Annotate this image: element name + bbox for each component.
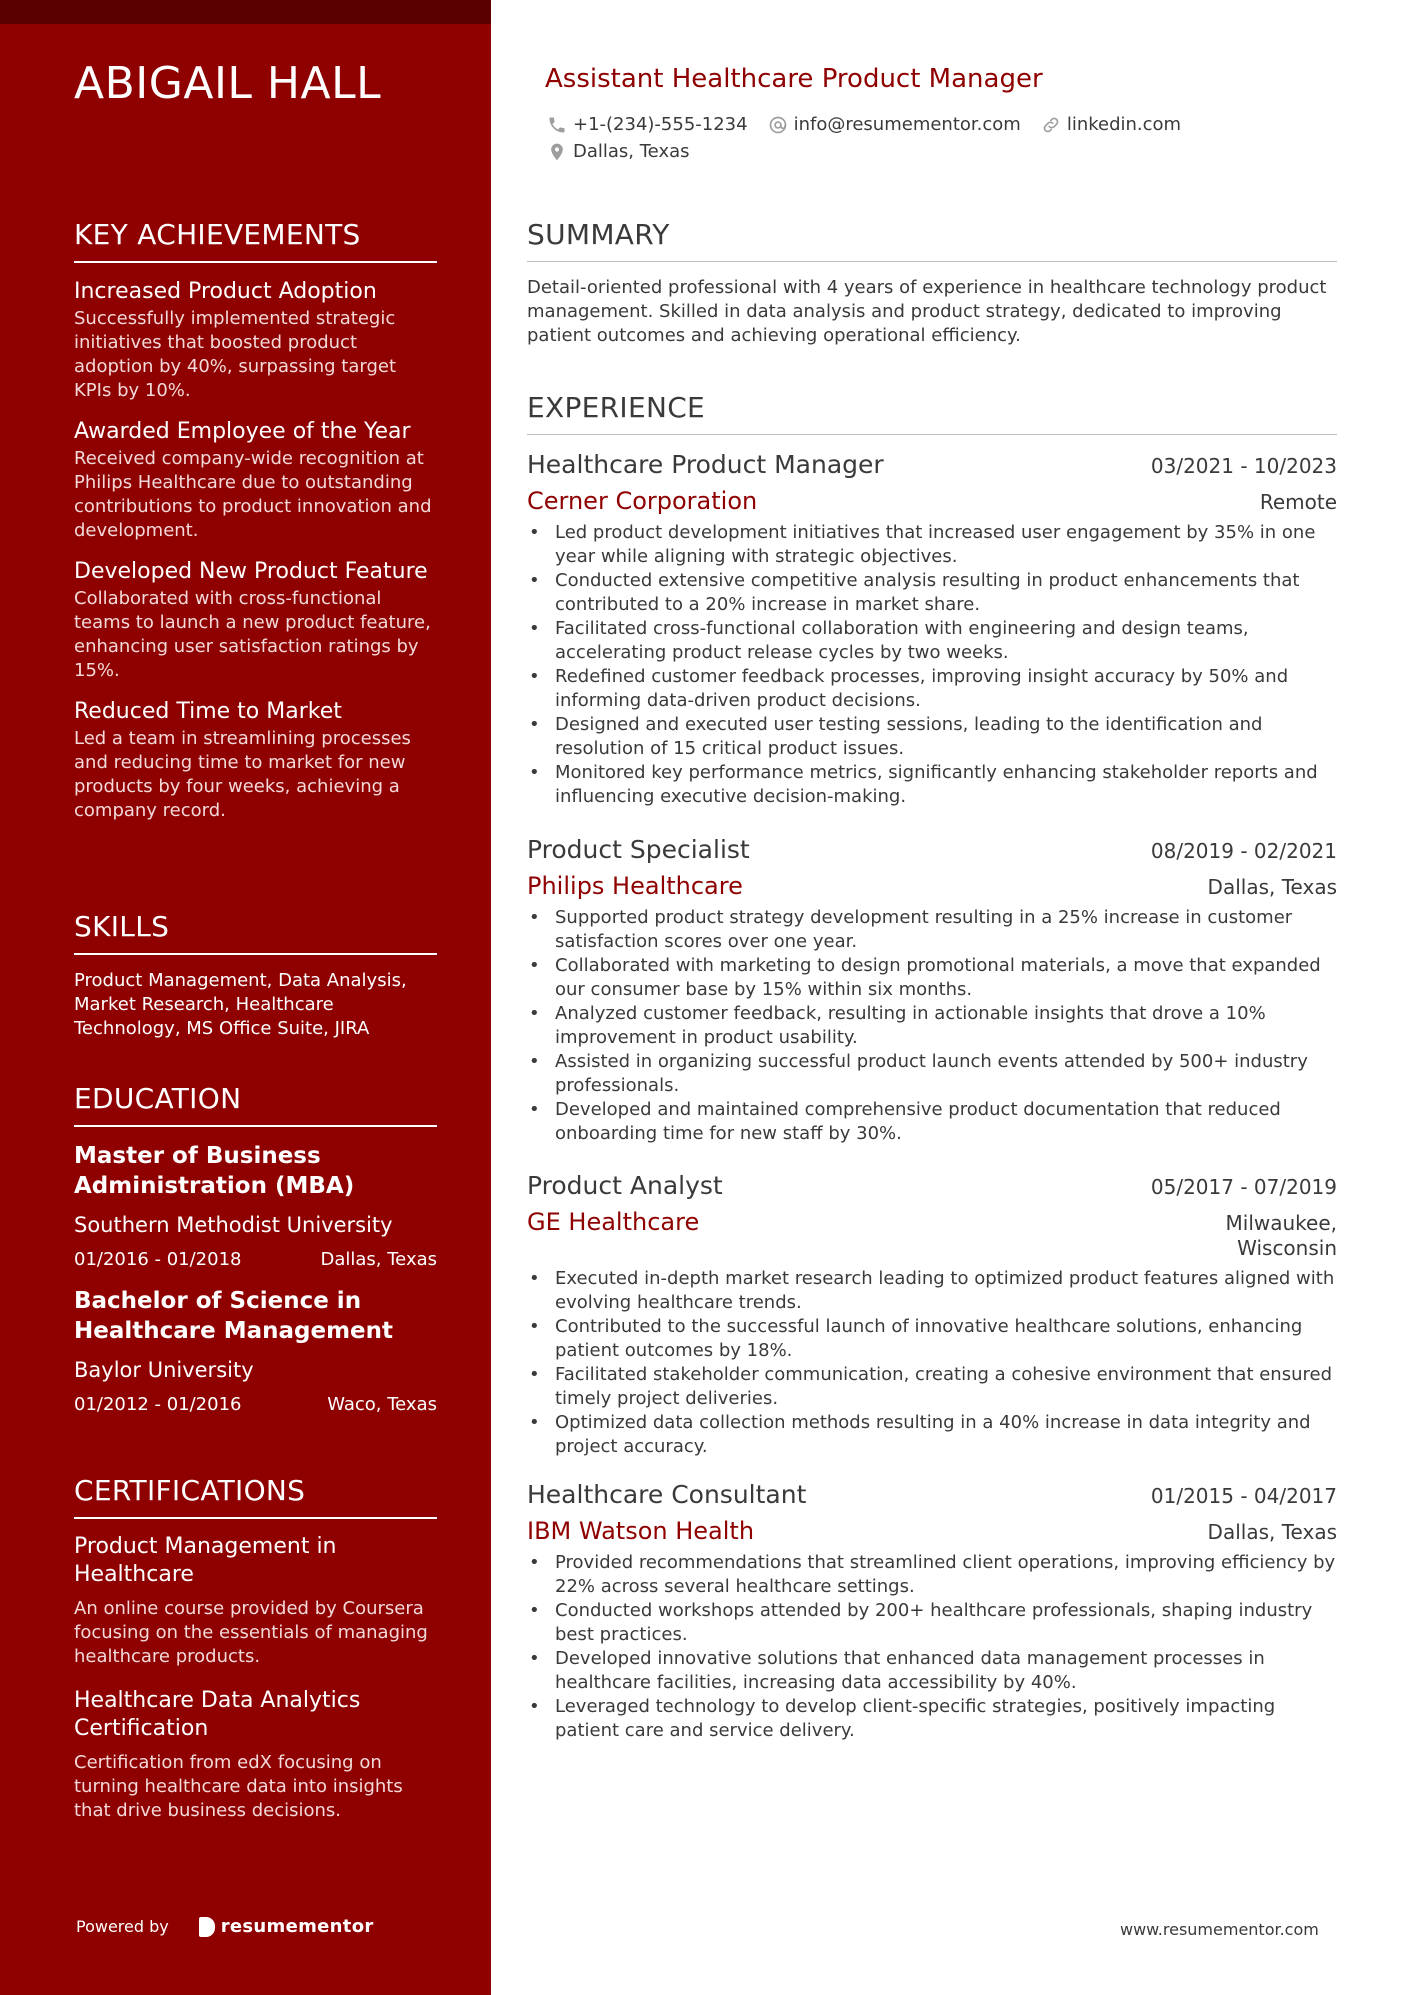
list-item: • Provided recommendations that streamlined client operations, improving efficiency by 22% across several healthcare settings. — [527, 1551, 1337, 1599]
list-item: • Monitored key performance metrics, significantly enhancing stakeholder reports and influencing executive decision-making. — [527, 761, 1337, 809]
education-item — [74, 1286, 437, 1415]
achievements-heading: KEY ACHIEVEMENTS — [74, 218, 437, 263]
job-role: Product Specialist — [527, 835, 750, 864]
achievement-item — [74, 697, 437, 823]
list-item: • Redefined customer feedback processes, improving insight accuracy by 50% and informing data-driven product decisions. — [527, 665, 1337, 713]
education-heading: EDUCATION — [74, 1082, 437, 1127]
list-item: • Conducted workshops attended by 200+ healthcare professionals, shaping industry best practices. — [527, 1599, 1337, 1647]
linkedin-text: linkedin.com — [1066, 114, 1182, 135]
list-item: • Assisted in organizing successful product launch events attended by 500+ industry professionals. — [527, 1050, 1337, 1098]
job-subheader — [527, 1200, 1337, 1261]
list-item: • Optimized data collection methods resulting in a 40% increase in data integrity and project accuracy. — [527, 1411, 1337, 1459]
location-pin-icon — [547, 142, 567, 162]
job-company: GE Healthcare — [527, 1208, 700, 1236]
phone-icon — [547, 115, 567, 135]
education-item — [74, 1141, 437, 1270]
powered-by-label: Powered by — [76, 1917, 169, 1936]
footer-url[interactable]: www.resumementor.com — [1120, 1920, 1319, 1939]
summary-section — [527, 218, 1337, 348]
job-subheader — [527, 864, 1337, 900]
job-bullets — [527, 1267, 1337, 1459]
job-entry — [527, 450, 1337, 809]
certification-item — [74, 1687, 437, 1823]
achievement-item — [74, 557, 437, 683]
contact-email[interactable] — [768, 114, 1021, 135]
list-item: • Contributed to the successful launch of innovative healthcare solutions, enhancing patient outcomes by 18%. — [527, 1315, 1337, 1363]
job-location: Dallas, Texas — [1207, 875, 1337, 899]
job-dates: 01/2015 - 04/2017 — [1150, 1484, 1337, 1508]
achievement-desc: Collaborated with cross-functional teams to launch a new product feature, enhancing user satisfaction ratings by 15%. — [74, 588, 431, 681]
job-location: Dallas, Texas — [1207, 1520, 1337, 1544]
list-item: • Led product development initiatives that increased user engagement by 35% in one year while aligning with strategic objectives. — [527, 521, 1337, 569]
list-item: • Conducted extensive competitive analysis resulting in product enhancements that contributed to a 20% increase in market share. — [527, 569, 1337, 617]
experience-section — [527, 391, 1337, 449]
target-job-title: Assistant Healthcare Product Manager — [545, 64, 1043, 94]
powered-by — [76, 1916, 374, 1937]
certification-item — [74, 1533, 437, 1669]
summary-heading: SUMMARY — [527, 218, 1337, 262]
job-company: IBM Watson Health — [527, 1517, 755, 1545]
at-icon — [768, 115, 788, 135]
achievement-desc: Successfully implemented strategic initiatives that boosted product adoption by 40%, surpassing target KPIs by 10%. — [74, 308, 397, 401]
sidebar-top-bar — [0, 0, 491, 24]
list-item: • Designed and executed user testing sessions, leading to the identification and resolution of 15 critical product issues. — [527, 713, 1337, 761]
education-dates: 01/2012 - 01/2016 — [74, 1394, 242, 1415]
list-item: • Supported product strategy development resulting in a 25% increase in customer satisfaction scores over one year. — [527, 906, 1337, 954]
experience-heading: EXPERIENCE — [527, 391, 1337, 435]
job-header — [527, 835, 1337, 864]
job-header — [527, 1480, 1337, 1509]
certifications-section — [74, 1474, 437, 1841]
certification-title: Healthcare Data Analytics Certification — [74, 1688, 361, 1741]
summary-text: Detail-oriented professional with 4 years of experience in healthcare technology product management. Skilled in data analysis and product strategy, dedicated to improving patient outcomes and achieving operational efficiency. — [527, 277, 1327, 346]
achievement-desc: Received company-wide recognition at Philips Healthcare due to outstanding contributions to product innovation and development. — [74, 448, 432, 541]
job-bullets — [527, 906, 1337, 1146]
phone-text: +1-(234)-555-1234 — [573, 114, 748, 135]
achievement-desc: Led a team in streamlining processes and reducing time to market for new products by four weeks, achieving a company record. — [74, 728, 411, 821]
job-dates: 03/2021 - 10/2023 — [1150, 454, 1337, 478]
certifications-heading: CERTIFICATIONS — [74, 1474, 437, 1519]
brand-logo[interactable] — [199, 1916, 374, 1937]
job-dates: 08/2019 - 02/2021 — [1150, 839, 1337, 863]
list-item: • Facilitated stakeholder communication, creating a cohesive environment that ensured timely project deliveries. — [527, 1363, 1337, 1411]
candidate-name: ABIGAIL HALL — [74, 58, 382, 109]
skills-heading: SKILLS — [74, 910, 437, 955]
education-location: Dallas, Texas — [320, 1249, 437, 1270]
education-school: Baylor University — [74, 1358, 254, 1382]
list-item: • Developed innovative solutions that enhanced data management processes in healthcare facilities, increasing data accessibility by 40%. — [527, 1647, 1337, 1695]
job-subheader — [527, 479, 1337, 515]
job-dates: 05/2017 - 07/2019 — [1150, 1175, 1337, 1199]
job-header — [527, 450, 1337, 479]
job-role: Healthcare Consultant — [527, 1480, 807, 1509]
job-entry — [527, 835, 1337, 1146]
achievement-title: Developed New Product Feature — [74, 559, 428, 584]
link-icon — [1041, 115, 1061, 135]
contact-row-location — [547, 141, 710, 162]
contact-location — [547, 141, 690, 162]
list-item: • Collaborated with marketing to design promotional materials, a move that expanded our consumer base by 15% within six months. — [527, 954, 1337, 1002]
achievements-section — [74, 218, 437, 837]
contact-phone[interactable] — [547, 114, 748, 135]
job-location: Remote — [1259, 490, 1337, 514]
job-company: Cerner Corporation — [527, 487, 758, 515]
email-text: info@resumementor.com — [793, 114, 1021, 135]
sidebar — [0, 0, 491, 1995]
job-role: Product Analyst — [527, 1171, 723, 1200]
job-subheader — [527, 1509, 1337, 1545]
certification-desc: An online course provided by Coursera focusing on the essentials of managing healthcare products. — [74, 1598, 428, 1667]
list-item: • Developed and maintained comprehensive product documentation that reduced onboarding time for new staff by 30%. — [527, 1098, 1337, 1146]
education-section — [74, 1082, 437, 1431]
achievement-title: Reduced Time to Market — [74, 699, 342, 724]
education-dates: 01/2016 - 01/2018 — [74, 1249, 242, 1270]
achievement-title: Awarded Employee of the Year — [74, 419, 411, 444]
job-role: Healthcare Product Manager — [527, 450, 884, 479]
brand-mark-icon — [199, 1917, 215, 1937]
education-school: Southern Methodist University — [74, 1213, 393, 1237]
location-text: Dallas, Texas — [573, 141, 690, 162]
education-degree: Master of Business Administration (MBA) — [74, 1143, 355, 1199]
education-meta — [74, 1249, 437, 1270]
list-item: • Executed in-depth market research leading to optimized product features aligned with evolving healthcare trends. — [527, 1267, 1337, 1315]
job-entry — [527, 1480, 1337, 1743]
education-degree: Bachelor of Science in Healthcare Management — [74, 1288, 394, 1344]
education-location: Waco, Texas — [327, 1394, 437, 1415]
certification-title: Product Management in Healthcare — [74, 1534, 337, 1587]
job-header — [527, 1171, 1337, 1200]
list-item: • Facilitated cross-functional collaboration with engineering and design teams, accelerating product release cycles by two weeks. — [527, 617, 1337, 665]
job-bullets — [527, 1551, 1337, 1743]
achievement-title: Increased Product Adoption — [74, 279, 377, 304]
brand-name: resumementor — [220, 1916, 374, 1937]
achievement-item — [74, 417, 437, 543]
contact-linkedin[interactable] — [1041, 114, 1181, 135]
list-item: • Leveraged technology to develop client-specific strategies, positively impacting patient care and service delivery. — [527, 1695, 1337, 1743]
education-meta — [74, 1394, 437, 1415]
skills-section — [74, 910, 437, 1041]
list-item: • Analyzed customer feedback, resulting in actionable insights that drove a 10% improvement in product usability. — [527, 1002, 1337, 1050]
job-bullets — [527, 521, 1337, 809]
contact-row — [547, 114, 1201, 135]
job-location: Milwaukee, Wisconsin — [1225, 1211, 1337, 1260]
achievement-item — [74, 277, 437, 403]
job-entry — [527, 1171, 1337, 1459]
job-company: Philips Healthcare — [527, 872, 743, 900]
certification-desc: Certification from edX focusing on turning healthcare data into insights that drive business decisions. — [74, 1752, 403, 1821]
skills-list: Product Management, Data Analysis, Market Research, Healthcare Technology, MS Office Suite, JIRA — [74, 970, 407, 1039]
